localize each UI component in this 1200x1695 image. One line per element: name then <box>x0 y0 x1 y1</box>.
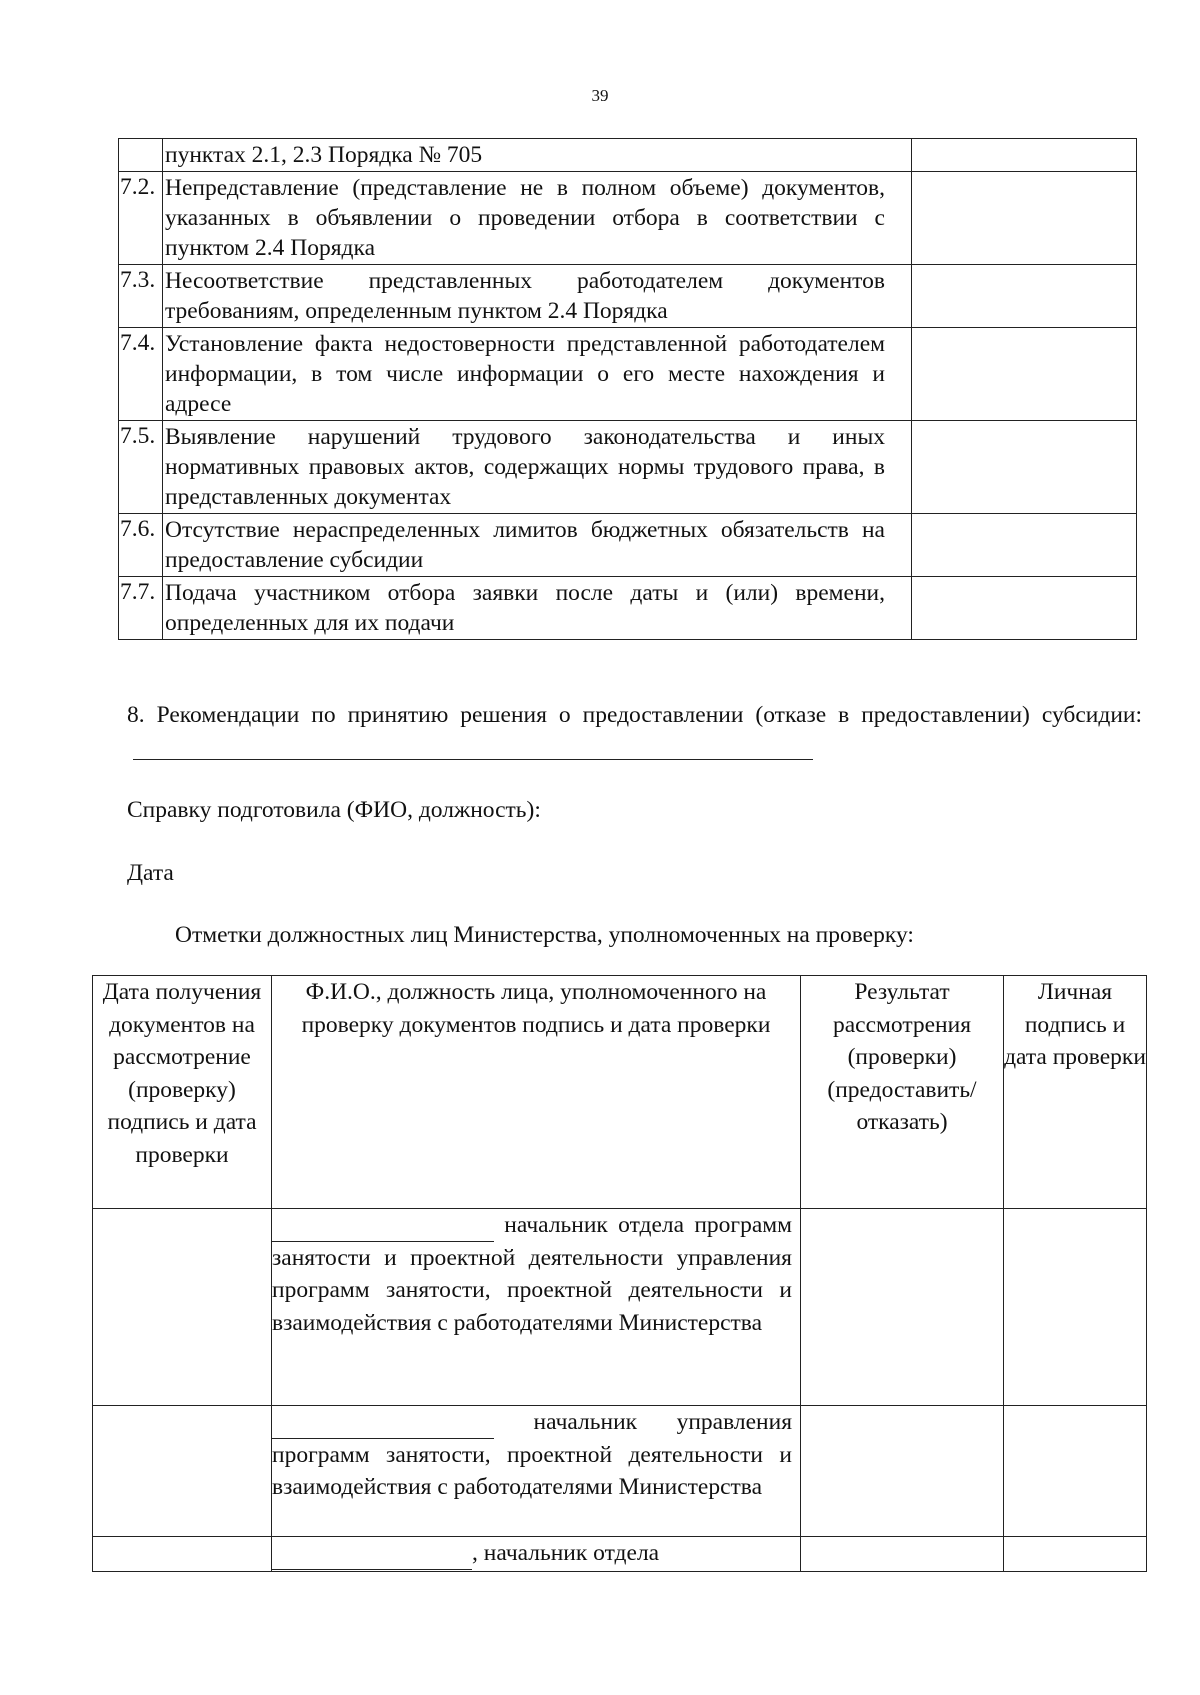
row-text: пунктах 2.1, 2.3 Порядка № 705 <box>163 139 912 172</box>
table-row <box>93 1406 1147 1537</box>
recommendation-fill-line[interactable] <box>133 735 813 760</box>
official-cell <box>272 1537 801 1572</box>
row-text: Несоответствие представленных работодателем документов требованиям, определенным пунктом 2.4 Порядка <box>163 265 912 328</box>
prepared-by-label: Справку подготовила (ФИО, должность): <box>127 797 541 823</box>
result-cell <box>801 1406 1004 1537</box>
table-row <box>93 1537 1147 1572</box>
result-cell <box>912 265 1137 328</box>
result-cell <box>912 139 1137 172</box>
table-row <box>119 139 1137 172</box>
receipt-date-cell <box>93 1209 272 1406</box>
date-label: Дата <box>127 860 174 886</box>
row-text: Непредставление (представление не в полном объеме) документов, указанных в объявлении о проведении отбора в соответствии с пунктом 2.4 Порядка <box>163 172 912 265</box>
row-number: 7.3. <box>119 265 163 328</box>
official-position: , начальник отдела <box>472 1540 660 1566</box>
name-fill-line[interactable] <box>272 1545 472 1570</box>
result-cell <box>801 1209 1004 1406</box>
table-row <box>119 328 1137 421</box>
header-result: Результат рассмотрения (проверки) (предоставить/отказать) <box>801 976 1004 1209</box>
result-cell <box>912 577 1137 640</box>
recommendation-text: 8. Рекомендации по принятию решения о предоставлении (отказе в предоставлении) субсидии: <box>127 702 1142 728</box>
signature-cell <box>1004 1537 1147 1572</box>
table-row <box>119 172 1137 265</box>
official-position: начальник отдела программ занятости и проектной деятельности управления программ занятости, проектной деятельности и взаимодействия с работодателями Министерства <box>272 1212 792 1336</box>
row-number <box>119 139 163 172</box>
table-row <box>119 421 1137 514</box>
signature-cell <box>1004 1406 1147 1537</box>
table-header-row <box>93 976 1147 1209</box>
row-number: 7.7. <box>119 577 163 640</box>
row-text: Подача участником отбора заявки после даты и (или) времени, определенных для их подачи <box>163 577 912 640</box>
table-row <box>119 577 1137 640</box>
receipt-date-cell <box>93 1537 272 1572</box>
result-cell <box>801 1537 1004 1572</box>
row-text: Установление факта недостоверности представленной работодателем информации, в том числе информации о его месте нахождения и адресе <box>163 328 912 421</box>
header-signature: Личная подпись и дата проверки <box>1004 976 1147 1209</box>
row-text: Отсутствие нераспределенных лимитов бюджетных обязательств на предоставление субсидии <box>163 514 912 577</box>
header-receipt-date: Дата получения документов на рассмотрение (проверку) подпись и дата проверки <box>93 976 272 1209</box>
result-cell <box>912 421 1137 514</box>
row-text: Выявление нарушений трудового законодательства и иных нормативных правовых актов, содержащих нормы трудового права, в представленных документах <box>163 421 912 514</box>
official-position: начальник управления программ занятости, проектной деятельности и взаимодействия с работодателями Министерства <box>272 1409 793 1500</box>
header-official-name: Ф.И.О., должность лица, уполномоченного на проверку документов подпись и дата проверки <box>272 976 801 1209</box>
table-row <box>119 265 1137 328</box>
criteria-table <box>118 138 1137 640</box>
marks-heading: Отметки должностных лиц Министерства, уполномоченных на проверку: <box>175 922 914 948</box>
row-number: 7.4. <box>119 328 163 421</box>
result-cell <box>912 328 1137 421</box>
name-fill-line[interactable] <box>272 1217 494 1242</box>
table-row <box>119 514 1137 577</box>
name-fill-line[interactable] <box>272 1414 494 1439</box>
row-number: 7.6. <box>119 514 163 577</box>
row-number: 7.2. <box>119 172 163 265</box>
official-cell <box>272 1406 801 1537</box>
result-cell <box>912 514 1137 577</box>
signature-cell <box>1004 1209 1147 1406</box>
result-cell <box>912 172 1137 265</box>
row-number: 7.5. <box>119 421 163 514</box>
receipt-date-cell <box>93 1406 272 1537</box>
table-row <box>93 1209 1147 1406</box>
page-number: 39 <box>591 86 609 105</box>
recommendation-paragraph <box>127 700 1142 760</box>
officials-table <box>92 975 1147 1572</box>
official-cell <box>272 1209 801 1406</box>
